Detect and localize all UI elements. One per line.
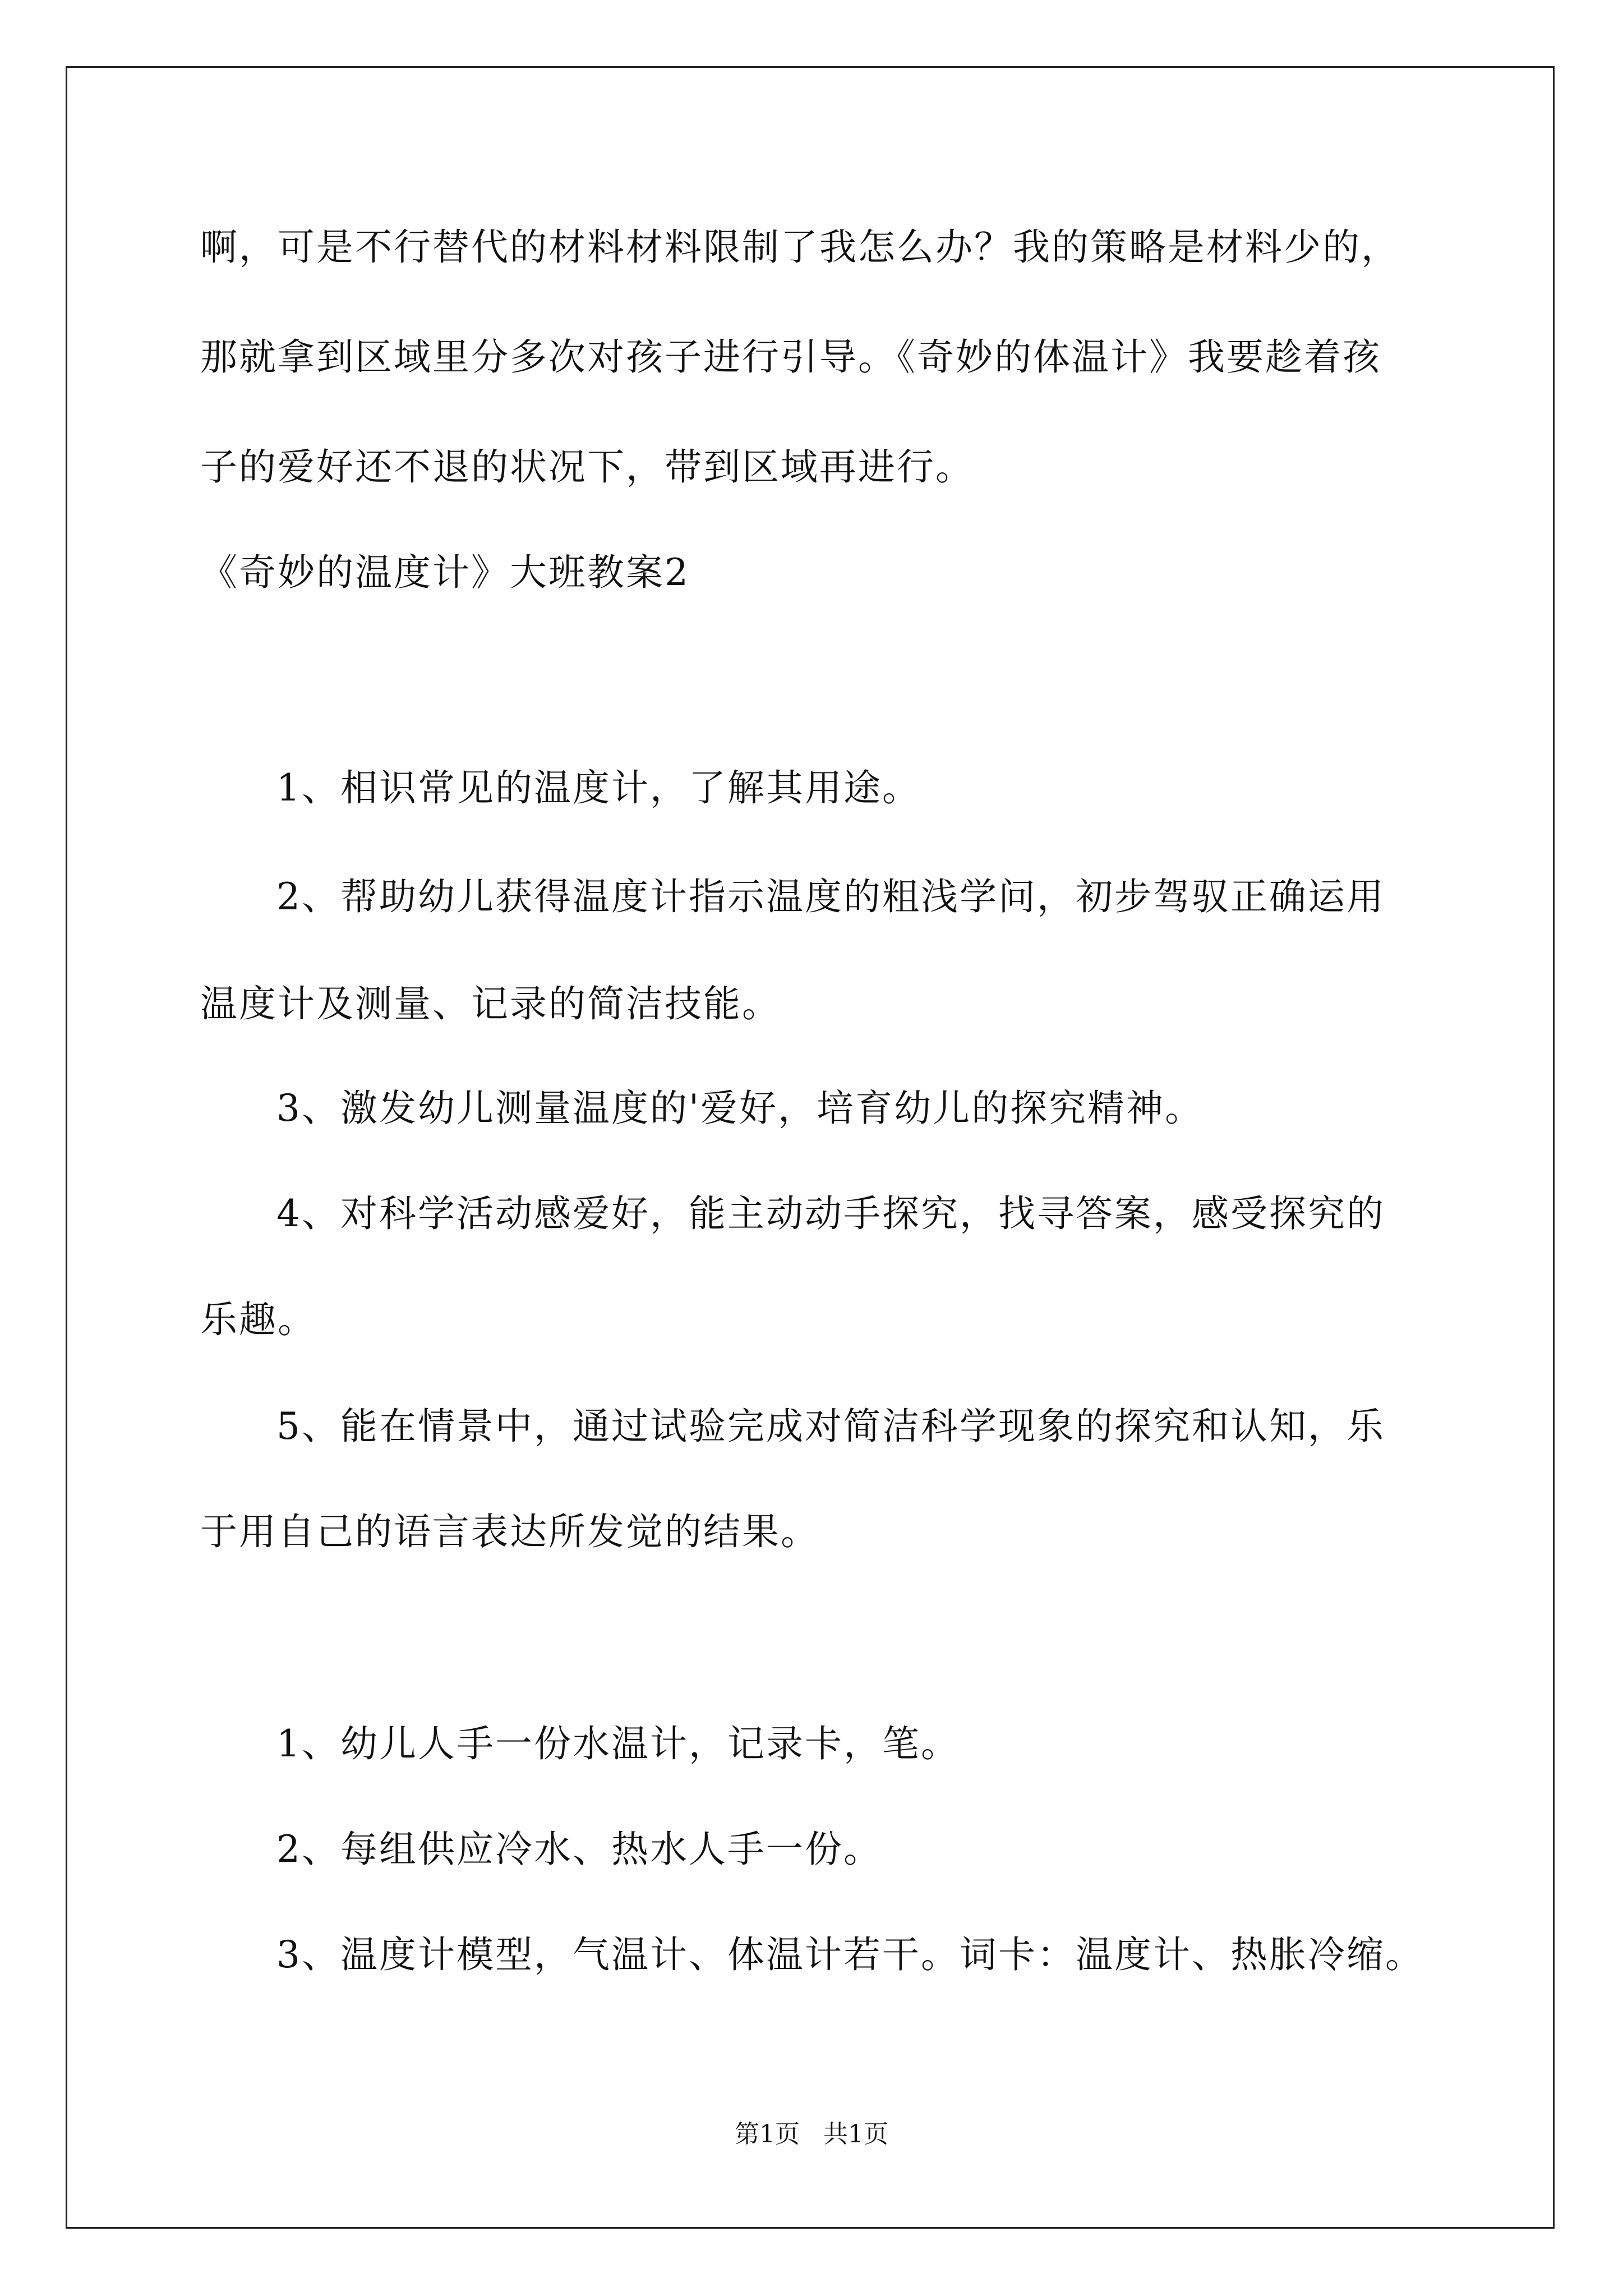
goal-item-2: 2、帮助幼儿获得温度计指示温度的粗浅学问，初步驾驭正确运用 (276, 875, 1385, 918)
goal-item-1: 1、相识常见的温度计，了解其用途。 (276, 766, 921, 809)
paragraph-line: 子的爱好还不退的状况下，带到区域再进行。 (200, 445, 974, 489)
goal-item-4-continued: 乐趣。 (200, 1298, 316, 1341)
goal-item-2-continued: 温度计及测量、记录的简洁技能。 (200, 982, 781, 1025)
page-number-footer: 第1页 共1页 (735, 2120, 888, 2148)
paragraph-line: 那就拿到区域里分多次对孩子进行引导。《奇妙的体温计》我要趁着孩 (200, 335, 1381, 379)
paragraph-line: 啊，可是不行替代的材料材料限制了我怎么办？我的策略是材料少的， (200, 226, 1400, 269)
section-title: 《奇妙的温度计》大班教案2 (200, 551, 690, 594)
goal-item-5: 5、能在情景中，通过试验完成对简洁科学现象的探究和认知，乐 (276, 1405, 1385, 1448)
goal-item-4: 4、对科学活动感爱好，能主动动手探究，找寻答案，感受探究的 (276, 1192, 1385, 1235)
material-item-3: 3、温度计模型，气温计、体温计若干。词卡：温度计、热胀冷缩。 (276, 1933, 1424, 1976)
material-item-1: 1、幼儿人手一份水温计，记录卡，笔。 (276, 1722, 960, 1765)
goal-item-3: 3、激发幼儿测量温度的'爱好，培育幼儿的探究精神。 (276, 1087, 1204, 1130)
goal-item-5-continued: 于用自己的语言表达所发觉的结果。 (200, 1510, 819, 1553)
material-item-2: 2、每组供应冷水、热水人手一份。 (276, 1828, 882, 1871)
page-border (66, 66, 1555, 2229)
